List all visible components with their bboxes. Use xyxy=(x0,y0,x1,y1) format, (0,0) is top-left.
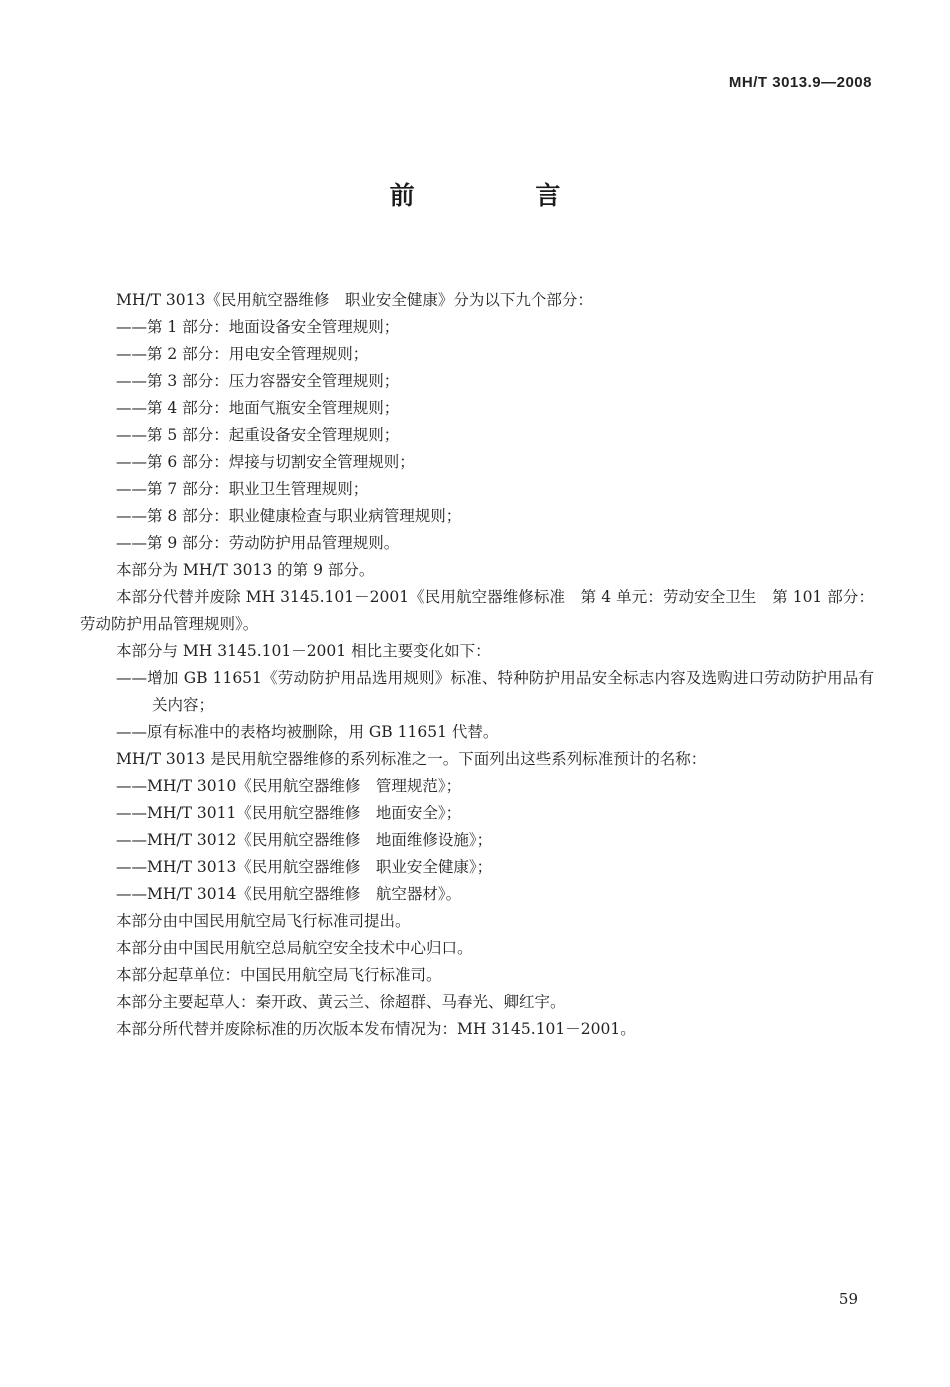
body-paragraph: 本部分为 MH/T 3013 的第 9 部分。 xyxy=(116,561,375,579)
part-list-item: ——第 4 部分：地面气瓶安全管理规则； xyxy=(116,399,400,417)
page-title: 前 言 xyxy=(389,181,617,210)
series-list-item: ——MH/T 3010《民用航空器维修 管理规范》； xyxy=(116,777,462,795)
standard-code: MH/T 3013.9—2008 xyxy=(728,74,872,91)
change-list-item: ——增加 GB 11651《劳动防护用品选用规则》标准、特种防护用品安全标志内容及选购进口劳动防护用品有关内容； xyxy=(116,669,874,714)
series-list-item: ——MH/T 3014《民用航空器维修 航空器材》。 xyxy=(116,885,462,903)
page-number: 59 xyxy=(838,1290,858,1308)
body-paragraph: 本部分由中国民用航空局飞行标准司提出。 xyxy=(116,912,411,930)
part-list-item: ——第 5 部分：起重设备安全管理规则； xyxy=(116,426,400,444)
part-list-item: ——第 9 部分：劳动防护用品管理规则。 xyxy=(116,534,400,552)
part-list-item: ——第 7 部分：职业卫生管理规则； xyxy=(116,480,369,498)
part-list-item: ——第 3 部分：压力容器安全管理规则； xyxy=(116,372,400,390)
change-list-item: ——原有标准中的表格均被删除，用 GB 11651 代替。 xyxy=(116,723,499,741)
series-list-item: ——MH/T 3011《民用航空器维修 地面安全》； xyxy=(116,804,462,822)
body-paragraph: 本部分起草单位：中国民用航空局飞行标准司。 xyxy=(116,966,442,984)
part-list-item: ——第 8 部分：职业健康检查与职业病管理规则； xyxy=(116,507,462,525)
part-list-item: ——第 2 部分：用电安全管理规则； xyxy=(116,345,369,363)
body-paragraph: 本部分由中国民用航空总局航空安全技术中心归口。 xyxy=(116,939,473,957)
body-paragraph: 本部分与 MH 3145.101－2001 相比主要变化如下： xyxy=(116,642,491,660)
series-list-item: ——MH/T 3012《民用航空器维修 地面维修设施》； xyxy=(116,831,493,849)
part-list-item: ——第 1 部分：地面设备安全管理规则； xyxy=(116,318,400,336)
series-list-item: ——MH/T 3013《民用航空器维修 职业安全健康》； xyxy=(116,858,493,876)
body-paragraph: 本部分主要起草人：秦开政、黄云兰、徐超群、马春光、卿红宇。 xyxy=(116,993,566,1011)
body-paragraph: MH/T 3013 是民用航空器维修的系列标准之一。下面列出这些系列标准预计的名称： xyxy=(116,750,707,768)
foreword-body xyxy=(80,287,874,1043)
part-list-item: ——第 6 部分：焊接与切割安全管理规则； xyxy=(116,453,415,471)
replacement-paragraph: 本部分代替并废除 MH 3145.101－2001《民用航空器维修标准 第 4 单元：劳动安全卫生 第 101 部分：劳动防护用品管理规则》。 xyxy=(80,588,874,633)
intro-paragraph: MH/T 3013《民用航空器维修 职业安全健康》分为以下九个部分： xyxy=(116,291,593,309)
body-paragraph: 本部分所代替并废除标准的历次版本发布情况为：MH 3145.101－2001。 xyxy=(116,1020,636,1038)
